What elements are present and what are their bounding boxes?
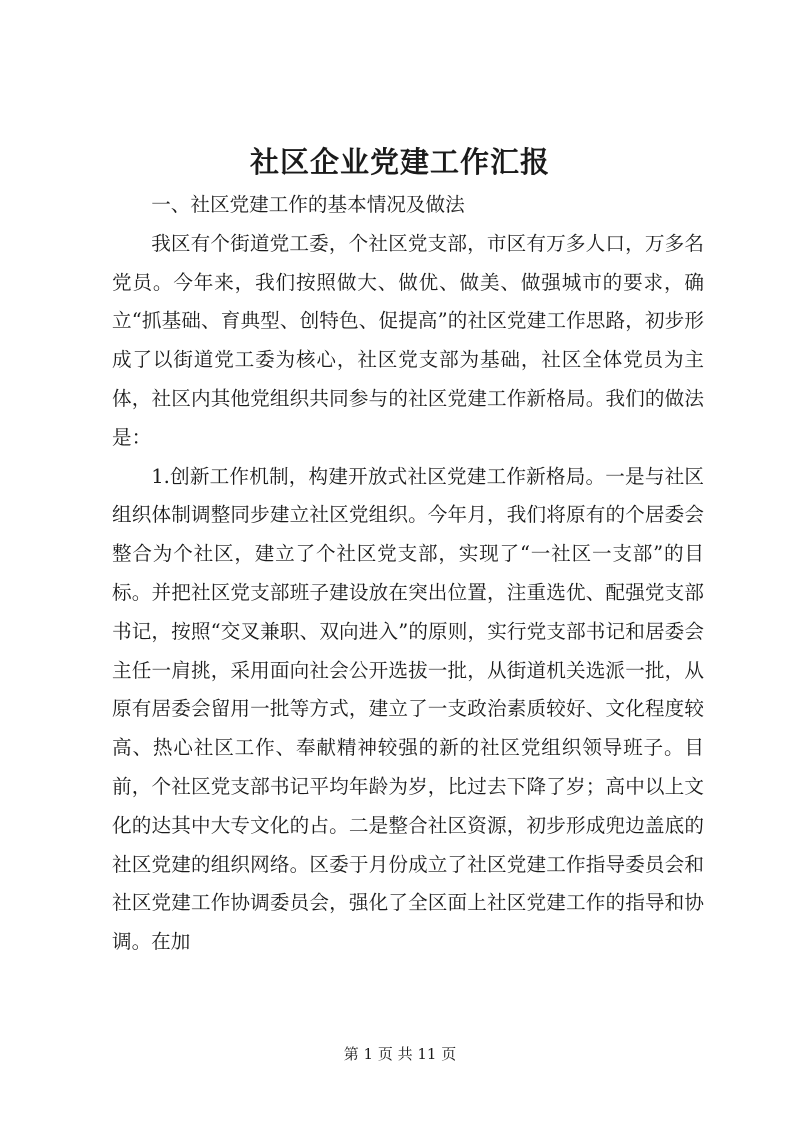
document-title: 社区企业党建工作汇报	[249, 145, 550, 179]
section-heading: 一、社区党建工作的基本情况及做法	[151, 193, 465, 216]
body-paragraph: 我区有个街道党工委，个社区党支部，市区有万多人口，万多名党员。今年来，我们按照做大、做优、做美、做强城市的要求，确立“抓基础、育典型、创特色、促提高”的社区党建工作思路，初步形成了以街道党工委为核心，社区党支部为基础，社区全体党员为主体，社区内其他党组织共同参与的社区党建工作新格局。我们的做法是：	[112, 231, 704, 449]
document-body	[112, 186, 704, 962]
page-number-footer: 第 1 页 共 11 页	[343, 1045, 457, 1063]
body-paragraph: 1.创新工作机制，构建开放式社区党建工作新格局。一是与社区组织体制调整同步建立社区党组织。今年月，我们将原有的个居委会整合为个社区，建立了个社区党支部，实现了“一社区一支部”的目标。并把社区党支部班子建设放在突出位置，注重选优、配强党支部书记，按照“交叉兼职、双向进入”的原则，实行党支部书记和居委会主任一肩挑，采用面向社会公开选拔一批，从街道机关选派一批，从原有居委会留用一批等方式，建立了一支政治素质较好、文化程度较高、热心社区工作、奉献精神较强的新的社区党组织领导班子。目前，个社区党支部书记平均年龄为岁，比过去下降了岁；高中以上文化的达其中大专文化的占。二是整合社区资源，初步形成兜边盖底的社区党建的组织网络。区委于月份成立了社区党建工作指导委员会和社区党建工作协调委员会，强化了全区面上社区党建工作的指导和协调。在加	[112, 464, 704, 954]
